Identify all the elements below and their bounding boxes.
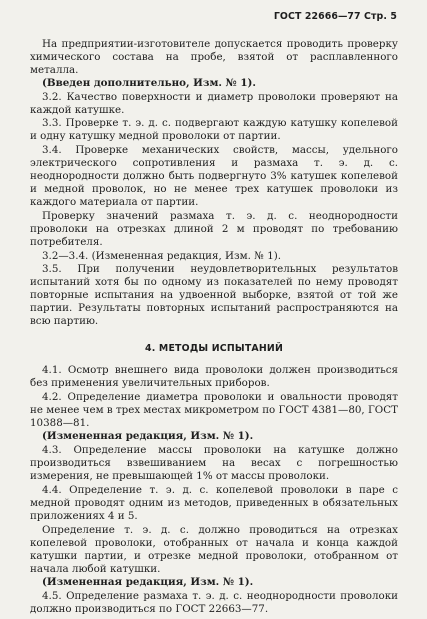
page-header: ГОСТ 22666—77 Стр. 5 xyxy=(273,11,397,22)
paragraph: 4.4. Определение т. э. д. с. копелевой проволоки в паре с медной проводят одним из методов, приведенных в обязательных приложениях 4 и 5. xyxy=(30,484,398,522)
section-heading: 4. МЕТОДЫ ИСПЫТАНИЙ xyxy=(144,342,284,354)
paragraph: 4.3. Определение массы проволоки на катушке должно производиться взвешиванием на весах с погрешностью измерения, не превышающей 1% от массы проволоки. xyxy=(30,444,398,483)
paragraph: 3.2. Качество поверхности и диаметр проволоки проверяют на каждой катушке. xyxy=(30,90,398,116)
paragraph: На предприятии-изготовителе допускается проводить проверку химического состава на пробе, взятой от расплавленного металла. xyxy=(30,38,398,76)
paragraph: 3.3. Проверке т. э. д. с. подвергают каждую катушку копелевой и одну катушку медной проволоки от партии. xyxy=(30,117,398,143)
paragraph: 3.4. Проверке механических свойств, массы, удельного электрического сопротивления и размаха т. э. д. с. неоднородности должно быть подвергнуто 3% катушек копелевой и медной проволок, но не менее трех катушек проволоки из каждого материала от партии. xyxy=(30,144,398,208)
paragraph: 4.2. Определение диаметра проволоки и овальности проводят не менее чем в трех местах микрометром по ГОСТ 4381—80, ГОСТ 10388—81. xyxy=(30,390,398,429)
amendment-note: (Введен дополнительно, Изм. № 1). xyxy=(42,76,256,89)
paragraph: 4.5. Определение размаха т. э. д. с. неоднородности проволоки должно производиться по ГОСТ 22663—77. xyxy=(30,590,398,616)
amendment-note: (Измененная редакция, Изм. № 1). xyxy=(42,576,254,589)
paragraph: Проверку значений размаха т. э. д. с. неоднородности проволоки на отрезках длиной 2 м проводят по требованию потребителя. xyxy=(30,209,398,248)
paragraph: 3.2—3.4. (Измененная редакция, Изм. № 1). xyxy=(42,249,282,262)
amendment-note: (Измененная редакция, Изм. № 1). xyxy=(42,430,254,443)
paragraph: 3.5. При получении неудовлетворительных результатов испытаний хотя бы по одному из показателей по нему проводят повторные испытания на удвоенной выборке, взятой от той же партии. Результаты повторных испытаний распространяются на всю партию. xyxy=(30,263,398,328)
document-body xyxy=(30,38,398,616)
paragraph: 4.1. Осмотр внешнего вида проволоки должен производиться без применения увеличительных приборов. xyxy=(30,363,398,389)
paragraph: Определение т. э. д. с. должно проводиться на отрезках копелевой проволоки, отобранных от начала и конца каждой катушки партии, и отрезке медной проволоки, отобранном от начала любой катушки. xyxy=(30,523,398,575)
